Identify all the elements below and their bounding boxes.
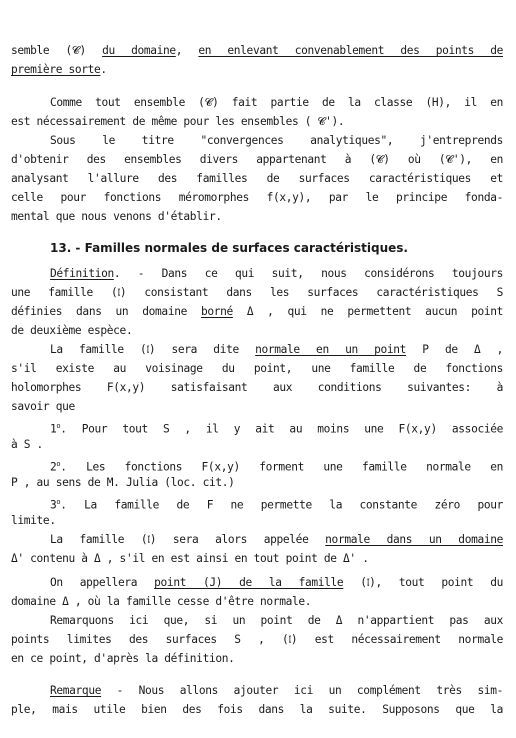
text-line: Comme tout ensemble (𝓒) fait partie de la classe (H), il en bbox=[50, 96, 503, 109]
text-line: une famille (𝔩) consistant dans les surfaces caractéristiques S bbox=[11, 286, 503, 299]
text-line: analysant l'allure des familles de surfaces caractéristiques et bbox=[11, 172, 503, 185]
text-line: savoir que bbox=[11, 400, 75, 413]
text-line: 1$^o$. Pour tout S , il y ait au moins une F(x,y) associée bbox=[50, 422, 503, 436]
section-heading: 13. - Familles normales de surfaces caractéristiques. bbox=[50, 241, 408, 255]
text-line: Définition. - Dans ce qui suit, nous considérons toujours bbox=[50, 267, 503, 280]
text-line: domaine Δ , où la famille cesse d'être normale. bbox=[11, 595, 312, 608]
text-line: points limites des surfaces S , (𝔩) est nécessairement normale bbox=[11, 633, 503, 646]
text-line: P , au sens de M. Julia (loc. cit.) bbox=[11, 476, 235, 489]
text-line: de deuxième espèce. bbox=[11, 324, 133, 337]
text-line: La famille (𝔩) sera alors appelée normale dans un domaine bbox=[50, 533, 504, 546]
text-line: s'il existe au voisinage du point, une famille de fonctions bbox=[11, 362, 503, 375]
text-line: ple, mais utile bien des fois dans la suite. Supposons que la bbox=[11, 703, 503, 716]
text-line: en ce point, d'après la définition. bbox=[11, 652, 235, 665]
text-line: La famille (𝔩) sera dite normale en un point P de Δ , bbox=[50, 343, 503, 356]
text-line: limite. bbox=[11, 514, 56, 527]
text-line: Remarque - Nous allons ajouter ici un complément très sim- bbox=[50, 684, 503, 697]
text-line: est nécessairement de même pour les ensembles ( 𝓒'). bbox=[11, 115, 345, 128]
text-line: celle pour fonctions méromorphes f(x,y), par le principe fonda- bbox=[11, 191, 503, 204]
text-line: holomorphes F(x,y) satisfaisant aux conditions suivantes: à bbox=[11, 381, 503, 394]
text-line: Remarquons ici que, si un point de Δ n'appartient pas aux bbox=[50, 614, 503, 627]
text-line: 3$^o$. La famille de F ne permette la constante zéro pour bbox=[50, 498, 503, 512]
text-line: d'obtenir des ensembles divers appartenant à (𝓒) où (𝓒'), en bbox=[11, 153, 503, 166]
text-line: 2$^o$. Les fonctions F(x,y) forment une famille normale en bbox=[50, 460, 503, 474]
text-line: première sorte. bbox=[11, 63, 107, 76]
text-line: On appellera point (J) de la famille (𝔩), tout point du bbox=[50, 576, 504, 589]
text-line: définies dans un domaine borné Δ , qui ne permettent aucun point bbox=[11, 305, 503, 318]
text-line: mental que nous venons d'établir. bbox=[11, 210, 222, 223]
text-line: à S . bbox=[11, 438, 43, 451]
text-line: semble (𝓒) du domaine, en enlevant convenablement des points de bbox=[11, 44, 503, 57]
text-line: Δ' contenu à Δ , s'il en est ainsi en tout point de Δ' . bbox=[11, 552, 369, 565]
text-line: Sous le titre "convergences analytiques", j'entreprends bbox=[50, 134, 503, 147]
